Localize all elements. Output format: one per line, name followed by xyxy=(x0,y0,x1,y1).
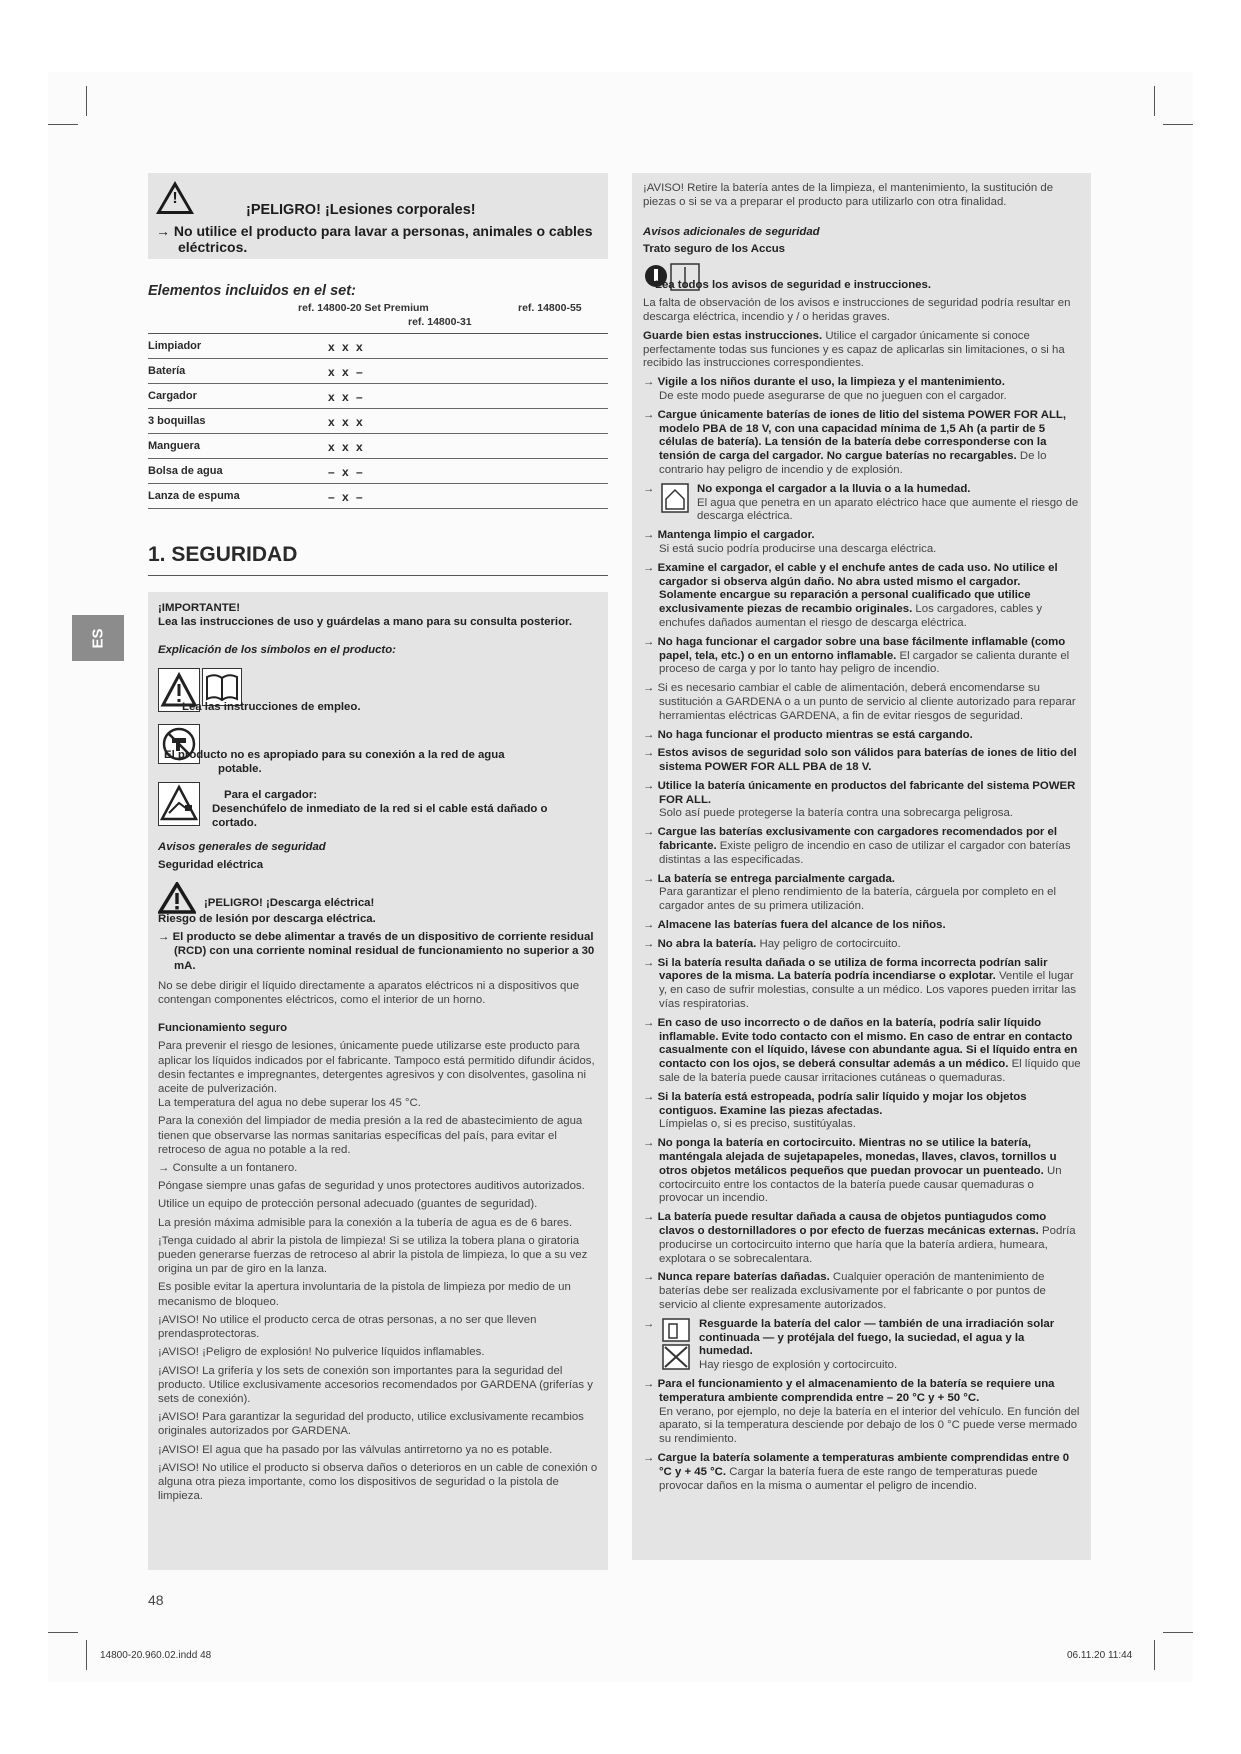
symbol-no-potable-water: El producto no es apropiado para su conexión a la red de agua potable. xyxy=(158,724,598,776)
para: Utilice un equipo de protección personal adecuado (guantes de seguridad). xyxy=(158,1198,538,1211)
list-item: → Resguarde la batería del calor — también de una irradiación solar continuada — y protéjala del fuego, la suciedad, el agua y la humedad. Hay riesgo de explosión y cortocircuito. xyxy=(643,1317,1055,1372)
left-column xyxy=(148,173,608,1570)
crop-mark xyxy=(48,124,78,125)
footer-file: 14800-20.960.02.indd 48 xyxy=(100,1650,212,1661)
list-item: → No haga funcionar el producto mientras se está cargando. xyxy=(643,728,973,741)
list-item: → Cargue la batería solamente a temperaturas ambiente comprendidas entre 0 °C y + 45 °C. Cargar la batería fuera de este rango de temperaturas puede provocar daños en la misma o aumentar el peligro de incendio. xyxy=(643,1451,1070,1492)
crop-mark xyxy=(1163,1632,1193,1633)
page-number: 48 xyxy=(148,1592,164,1608)
language-tab: ES xyxy=(72,615,124,661)
table-row: Cargador x x – xyxy=(148,384,608,409)
add-heading: Avisos adicionales de seguridad xyxy=(643,225,820,238)
para: Para prevenir el riesgo de lesiones, únicamente puede utilizarse este producto para aplicar los líquidos indicados por el fabricante. Tampoco está permitido difundir ácidos, desin fectantes e impregnantes, detergentes agresivos y con disolventes, gasolina ni aceite de pulverización. xyxy=(158,1040,595,1096)
list-item: → La batería puede resultar dañada a causa de objetos puntiagudos como clavos o destornilladores o por efecto de fuerzas mecánicas externas. Podría producirse un cortocircuito interno que haría que la batería ardiera, humeara, explotara o se sobrecalentara. xyxy=(643,1211,1076,1265)
safety-box xyxy=(148,592,608,1570)
electric-heading: Seguridad eléctrica xyxy=(158,858,264,871)
list-item: → Para el funcionamiento y el almacenamiento de la batería se requiere una temperatura ambiente comprendida entre – 20 °C y + 50 °C. En verano, por ejemplo, no deje la batería en el interior del vehículo. En función del aparato, si la temperatura desciende por debajo de los 0 °C puede verse mermado su rendimiento. xyxy=(643,1377,1080,1446)
list-item: → Estos avisos de seguridad solo son válidos para baterías de iones de litio del sistema POWER FOR ALL PBA de 18 V. xyxy=(643,747,1077,774)
list-item: → No abra la batería. Hay peligro de cortocircuito. xyxy=(643,937,901,950)
table-row: Bolsa de agua – x – xyxy=(148,459,608,484)
rain-house-icon xyxy=(661,483,689,513)
para: La presión máxima admisible para la conexión a la tubería de agua es de 6 bares. xyxy=(158,1216,573,1229)
list-item: → En caso de uso incorrecto o de daños en la batería, podría salir líquido inflamable. Evite todo contacto con el mismo. En caso de entrar en contacto casualmente con el líquido, lávese con abundante agua. Si el líquido entra en contacto con los ojos, se deberá consultar además a un médico. El líquido que sale de la batería puede causar irritaciones cutáneas o quemaduras. xyxy=(643,1016,1081,1085)
accus-heading: Trato seguro de los Accus xyxy=(643,243,785,256)
section-title: 1. SEGURIDAD xyxy=(148,543,608,576)
table-row: Limpiador x x x xyxy=(148,334,608,359)
rcd-text: → El producto se debe alimentar a través de un dispositivo de corriente residual (RCD) con una corriente nominal residual de funcionamiento no superior a 30 mA. xyxy=(158,931,595,972)
para: ¡AVISO! La grifería y los sets de conexión son importantes para la seguridad del producto. Utilice exclusivamente accesorios recomendados por GARDENA (griferías y sets de conexión). xyxy=(158,1364,593,1405)
danger-electric: ¡PELIGRO! ¡Descarga eléctrica! xyxy=(158,882,598,912)
crop-mark xyxy=(86,1640,87,1670)
table-row: Batería x x – xyxy=(148,359,608,384)
liquid-text: No se debe dirigir el líquido directamente a aparatos eléctricos ni a dispositivos que contengan componentes eléctricos, como el interior de un horno. xyxy=(158,979,580,1007)
para: ¡AVISO! No utilice el producto si observa daños o deterioros en un cable de conexión o alguna otra pieza importante, como los dispositivos de seguridad o la pistola de limpieza. xyxy=(158,1461,598,1503)
crop-mark xyxy=(86,86,87,116)
danger-title: ¡PELIGRO! ¡Lesiones corporales! xyxy=(246,202,476,218)
para: ¡AVISO! Para garantizar la seguridad del producto, utilice exclusivamente recambios originales autorizados por GARDENA. xyxy=(158,1411,584,1438)
symbol-charger-unplug: Para el cargador: Desenchúfelo de inmediato de la red si el cable está dañado o cortado. xyxy=(158,782,598,834)
list-item: → Utilice la batería únicamente en productos del fabricante del sistema POWER FOR ALL. Solo así puede protegerse la batería contra una sobrecarga peligrosa. xyxy=(643,779,1076,820)
para: ¡AVISO! ¡Peligro de explosión! No pulverice líquidos inflamables. xyxy=(158,1346,485,1359)
safe-heading: Funcionamiento seguro xyxy=(158,1022,288,1035)
table-row: Manguera x x x xyxy=(148,434,608,459)
symbols-heading: Explicación de los símbolos en el producto: xyxy=(158,644,396,657)
list-item: → Si la batería resulta dañada o se utiliza de forma incorrecta podrían salir vapores de la misma. La batería podría incendiarse o explotar. Ventile el lugar y, en caso de sufrir molestias, consulte a un médico. Los vapores pueden irritar las vías respiratorias. xyxy=(643,956,1077,1011)
para: ¡AVISO! El agua que ha pasado por las válvulas antirretorno ya no es potable. xyxy=(158,1443,553,1456)
unplug-warning-icon xyxy=(158,782,200,826)
list-item: → La batería se entrega parcialmente cargada. Para garantizar el pleno rendimiento de la batería, cárguela por completo en el cargador antes de su primera utilización. xyxy=(643,872,1057,913)
list-item: → Si la batería está estropeada, podría salir líquido y mojar los objetos contiguos. Examine las piezas afectadas. Límpielas o, si es preciso, sustitúyalas. xyxy=(643,1090,1027,1131)
table-row: 3 boquillas x x x xyxy=(148,409,608,434)
list-item: → No exponga el cargador a la lluvia o a la humedad. El agua que penetra en un aparato eléctrico hace que aumente el riesgo de descarga eléctrica. xyxy=(643,482,1079,523)
important-title: ¡IMPORTANTE! xyxy=(158,602,241,614)
para: La temperatura del agua no debe superar los 45 °C. xyxy=(158,1097,421,1110)
table-row: Lanza de espuma – x – xyxy=(148,484,608,509)
para: Es posible evitar la apertura involuntaria de la pistola de limpieza por medio de un mecanismo de bloqueo. xyxy=(158,1281,571,1308)
para: Póngase siempre unas gafas de seguridad y unos protectores auditivos autorizados. xyxy=(158,1180,585,1193)
crop-mark xyxy=(1154,86,1155,116)
crop-mark xyxy=(48,1632,78,1633)
para: → Consulte a un fontanero. xyxy=(158,1162,298,1175)
set-heading: Elementos incluidos en el set: xyxy=(148,283,356,299)
list-item: → No haga funcionar el cargador sobre una base fácilmente inflamable (como papel, tela, etc.) o en un entorno inflamable. El cargador se calienta durante el proceso de carga y por lo tanto hay peligro de incendio. xyxy=(643,635,1070,676)
list-item: → No ponga la batería en cortocircuito. Mientras no se utilice la batería, manténgala alejada de sujetapapeles, monedas, llaves, clavos, tornillos u otros objetos metálicos pequeños que puedan provocar un puenteado. Un cortocircuito entre los contactos de la batería puede causar quemaduras o provocar un incendio. xyxy=(643,1137,1062,1205)
para: La falta de observación de los avisos e instrucciones de seguridad podría resultar en descarga eléctrica, incendio y / o heridas graves. xyxy=(643,297,1071,323)
warning-triangle-icon xyxy=(158,882,196,914)
crop-mark xyxy=(1154,1640,1155,1670)
ref-55: ref. 14800-55 xyxy=(518,302,582,314)
heat-battery-icon xyxy=(661,1318,691,1370)
danger-box xyxy=(148,173,608,259)
symbol-read-manual: Lea las instrucciones de empleo. xyxy=(158,668,598,718)
list-item: → Mantenga limpio el cargador. Si está sucio podría producirse una descarga eléctrica. xyxy=(643,529,937,555)
para: ¡AVISO! No utilice el producto cerca de otras personas, a no ser que lleven prendasprotectoras. xyxy=(158,1313,537,1341)
warning-triangle-icon: ! xyxy=(156,181,194,214)
important-text: Lea las instrucciones de uso y guárdelas a mano para su consulta posterior. xyxy=(158,616,572,629)
para: ¡AVISO! Retire la batería antes de la limpieza, el mantenimiento, la sustitución de piezas o si se va a preparar el producto para utilizarlo con otra finalidad. xyxy=(643,182,1054,208)
list-item: → Nunca repare baterías dañadas. Cualquier operación de mantenimiento de baterías debe ser realizada exclusivamente por el fabricante o por puntos de servicio al cliente expresamente autorizados. xyxy=(643,1271,1046,1311)
set-refs xyxy=(148,299,608,333)
list-item: → Cargue únicamente baterías de iones de litio del sistema POWER FOR ALL, modelo PBA de 18 V, con una capacidad mínima de 1,5 Ah (a partir de 5 células de batería). La tensión de la batería debe corresponderse con la tensión de carga del cargador. No cargue baterías no recargables. De lo contrario hay peligro de incendio y de explosión. xyxy=(643,408,1067,476)
list-item: → Examine el cargador, el cable y el enchufe antes de cada uso. No utilice el cargador si observa algún daño. No abra usted mismo el cargador. Solamente encargue su reparación a personal cualificado que utilice exclusivamente piezas de recambio originales. Los cargadores, cables y enchufes dañados aumentan el riesgo de descarga eléctrica. xyxy=(643,561,1058,629)
crop-mark xyxy=(1163,124,1193,125)
para: ¡Tenga cuidado al abrir la pistola de limpieza! Si se utiliza la tobera plana o giratoria pueden generarse fuerzas de retroceso al abrir la pistola de limpieza, lo que a su vez origina un par de giro en la lanza. xyxy=(158,1234,588,1276)
list-item: → Si es necesario cambiar el cable de alimentación, deberá encomendarse su sustitución a GARDENA o a un punto de servicio al cliente autorizado para reparar herramientas eléctricas GARDENA, a fin de evitar riesgos de seguridad. xyxy=(643,682,1076,722)
para: Guarde bien estas instrucciones. Utilice el cargador únicamente si conoce perfectamente todas sus funciones y es capaz de aplicarlas sin limitaciones, o si ha recibido las instrucciones correspondientes. xyxy=(643,329,1065,370)
read-all-line: Lea todos los avisos de seguridad e instrucciones. xyxy=(643,263,1081,293)
general-heading: Avisos generales de seguridad xyxy=(158,840,326,853)
list-item: → Vigile a los niños durante el uso, la limpieza y el mantenimiento. De este modo puede asegurarse de que no jueguen con el cargador. xyxy=(643,376,1007,402)
para: Para la conexión del limpiador de media presión a la red de abastecimiento de agua tienen que observarse las normas sanitarias específicas del país, para evitar el retroceso de agua no potable a la red. xyxy=(158,1115,583,1156)
danger-text: → No utilice el producto para lavar a personas, animales o cables eléctricos. xyxy=(156,223,593,255)
set-table xyxy=(148,333,608,509)
list-item: → Almacene las baterías fuera del alcance de los niños. xyxy=(643,919,946,932)
ref-premium: ref. 14800-20 Set Premium xyxy=(298,302,429,314)
list-item: → Cargue las baterías exclusivamente con cargadores recomendados por el fabricante. Existe peligro de incendio en caso de utilizar el cargador con baterías distintas a las especificadas. xyxy=(643,826,1071,866)
danger-electric-sub: Riesgo de lesión por descarga eléctrica. xyxy=(158,913,376,926)
right-column xyxy=(632,173,1091,1560)
ref-31: ref. 14800-31 xyxy=(408,316,472,328)
footer-date: 06.11.20 11:44 xyxy=(1067,1650,1133,1661)
